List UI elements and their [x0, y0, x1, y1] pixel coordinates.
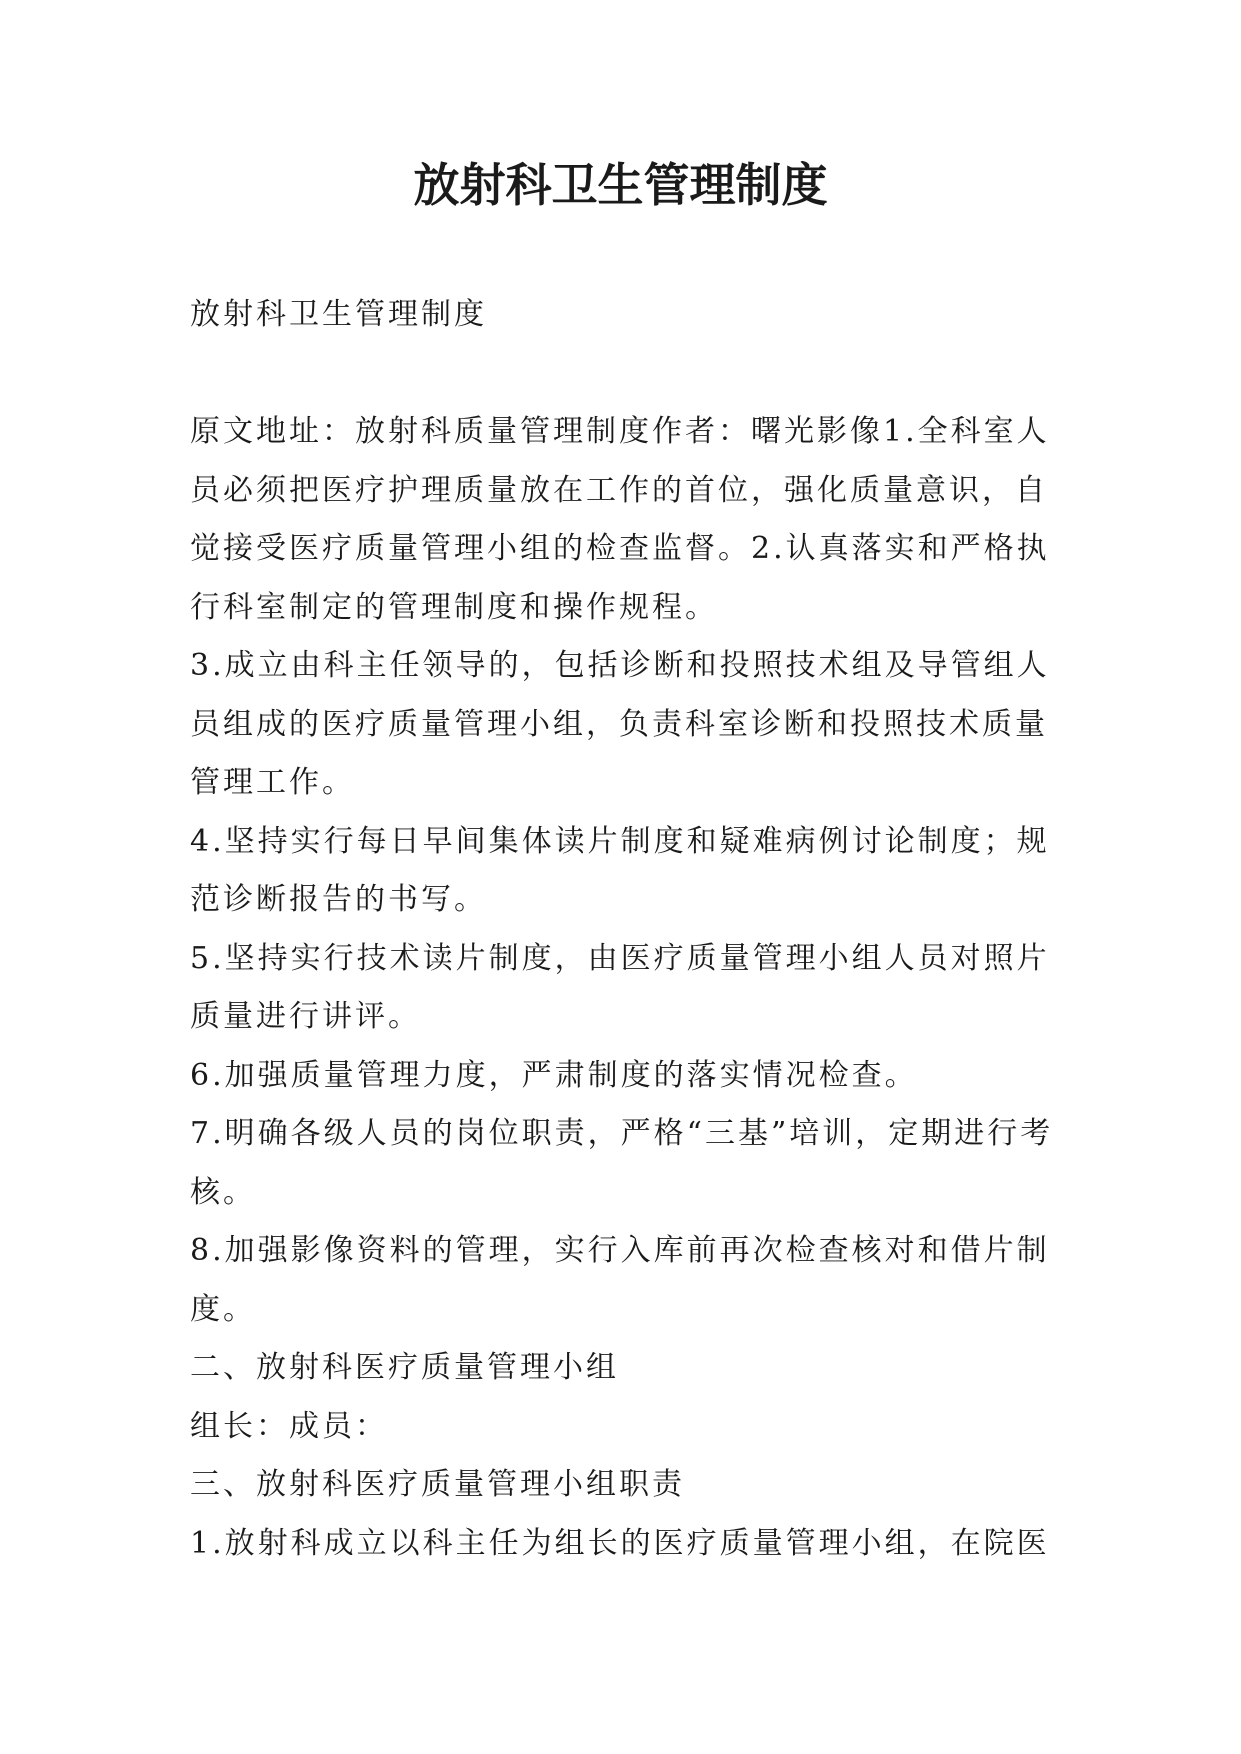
paragraph-item-4: 4.坚持实行每日早间集体读片制度和疑难病例讨论制度；规范诊断报告的书写。 [190, 823, 1050, 917]
paragraph-item-3: 3.成立由科主任领导的，包括诊断和投照技术组及导管组人员组成的医疗质量管理小组，负责科室诊断和投照技术质量管理工作。 [190, 648, 1050, 800]
section-heading-group: 二、放射科医疗质量管理小组 [190, 1350, 619, 1385]
document-body [190, 286, 1060, 1573]
paragraph-item-6: 6.加强质量管理力度，严肃制度的落实情况检查。 [190, 1057, 918, 1093]
group-members-line: 组长：成员： [190, 1408, 388, 1444]
paragraph-item-8: 8.加强影像资料的管理，实行入库前再次检查核对和借片制度。 [190, 1233, 1050, 1327]
document-subtitle: 放射科卫生管理制度 [190, 297, 487, 332]
paragraph-item-5: 5.坚持实行技术读片制度，由医疗质量管理小组人员对照片质量进行讲评。 [190, 940, 1050, 1034]
paragraph-duty-1: 1.放射科成立以科主任为组长的医疗质量管理小组，在院医 [190, 1525, 1050, 1561]
paragraph-source-note: 原文地址：放射科质量管理制度作者：曙光影像1.全科室人员必须把医疗护理质量放在工作的首位，强化质量意识，自觉接受医疗质量管理小组的检查监督。2.认真落实和严格执行科室制定的管理制度和操作规程。 [190, 414, 1050, 625]
paragraph-item-7: 7.明确各级人员的岗位职责，严格“三基”培训，定期进行考核。 [190, 1116, 1054, 1210]
section-heading-duties: 三、放射科医疗质量管理小组职责 [190, 1467, 685, 1502]
document-title: 放射科卫生管理制度 [413, 158, 828, 212]
